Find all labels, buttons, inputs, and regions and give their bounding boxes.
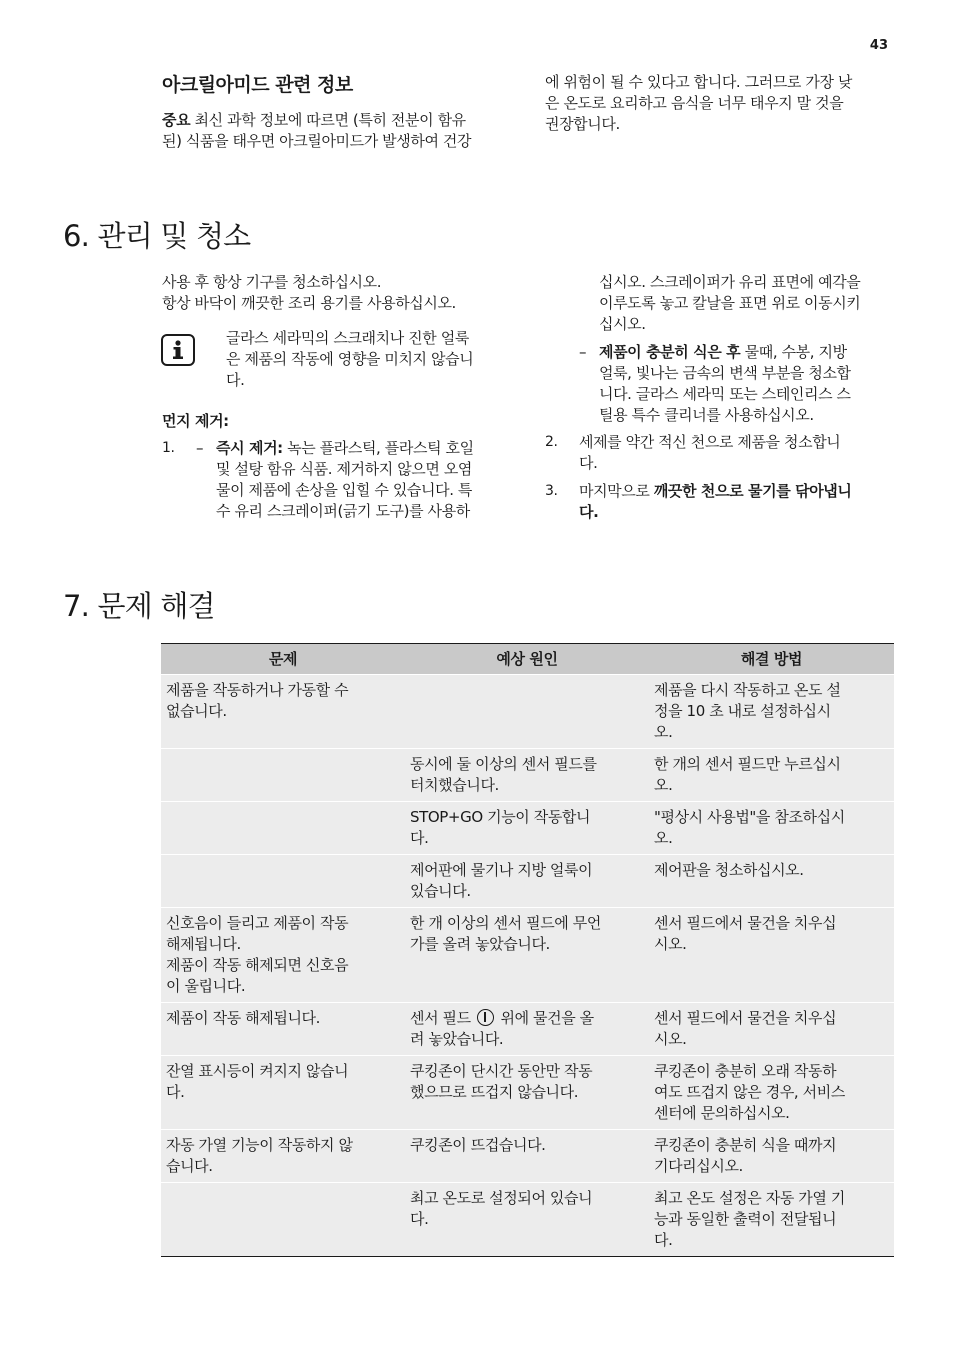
remove-immediately-label: 즉시 제거: bbox=[216, 439, 283, 457]
step-2-number: 2. bbox=[545, 434, 558, 450]
info-note: 글라스 세라믹의 스크래치나 진한 얼룩 은 제품의 작동에 영향을 미치지 않습니 다. bbox=[226, 329, 474, 389]
solution-cell: 센서 필드에서 물건을 치우십 시오. bbox=[649, 908, 894, 1003]
acrylamide-line-1: 중요 최신 과학 정보에 따르면 (특히 전분이 함유 bbox=[162, 111, 466, 129]
table-row bbox=[161, 675, 894, 749]
header-solution: 해결 방법 bbox=[649, 644, 894, 675]
cause-cell: 한 개 이상의 센서 필드에 무언 가를 올려 놓았습니다. bbox=[405, 908, 649, 1003]
cause-cell bbox=[405, 675, 649, 749]
cause-cell: 최고 온도로 설정되어 있습니 다. bbox=[405, 1183, 649, 1257]
cooled-label: 제품이 충분히 식은 후 bbox=[599, 343, 741, 361]
solution-cell: 쿠킹존이 충분히 식을 때까지 기다리십시오. bbox=[649, 1130, 894, 1183]
solution-cell: 제어판을 청소하십시오. bbox=[649, 855, 894, 908]
power-symbol-icon bbox=[477, 1009, 494, 1026]
header-problem: 문제 bbox=[161, 644, 405, 675]
table-row bbox=[161, 908, 894, 1003]
step-1-text: 즉시 제거: 녹는 플라스틱, 플라스틱 호일 및 설탕 함유 식품. 제거하지 않으면 오염 물이 제품에 손상을 입힐 수 있습니다. 특 수 유리 스크레이퍼(긁기 도구)를 사용하 bbox=[216, 439, 474, 520]
problem-cell bbox=[161, 749, 405, 802]
step-1b-dash: – bbox=[579, 343, 587, 361]
table-header-row bbox=[161, 644, 894, 675]
table-row bbox=[161, 855, 894, 908]
step-1-number: 1. bbox=[162, 440, 175, 456]
cause-cell: STOP+GO 기능이 작동합니 다. bbox=[405, 802, 649, 855]
section-7-heading: 7. 문제 해결 bbox=[63, 589, 215, 623]
cause-cell: 제어판에 물기나 지방 얼룩이 있습니다. bbox=[405, 855, 649, 908]
solution-cell: 한 개의 센서 필드만 누르십시 오. bbox=[649, 749, 894, 802]
acrylamide-heading: 아크릴아미드 관련 정보 bbox=[162, 74, 353, 96]
cause-cell: 센서 필드 위에 물건을 올 려 놓았습니다. bbox=[405, 1003, 649, 1056]
care-intro: 사용 후 항상 기구를 청소하십시오. 항상 바닥이 깨끗한 조리 용기를 사용하십시오. bbox=[162, 273, 456, 312]
solution-cell: 제품을 다시 작동하고 온도 설 정을 10 초 내로 설정하십시 오. bbox=[649, 675, 894, 749]
solution-cell: 쿠킹존이 충분히 오래 작동하 여도 뜨겁지 않은 경우, 서비스 센터에 문의하십시오. bbox=[649, 1056, 894, 1130]
dirt-removal-heading: 먼지 제거: bbox=[162, 412, 229, 430]
step-2-text: 세제를 약간 적신 천으로 제품을 청소합니 다. bbox=[579, 433, 841, 472]
table-row bbox=[161, 802, 894, 855]
step-1-continued: 십시오. 스크레이퍼가 유리 표면에 예각을 이루도록 놓고 칼날을 표면 위로 이동시키 십시오. bbox=[599, 273, 861, 333]
table-row bbox=[161, 749, 894, 802]
problem-cell: 자동 가열 기능이 작동하지 않 습니다. bbox=[161, 1130, 405, 1183]
solution-cell: 센서 필드에서 물건을 치우십 시오. bbox=[649, 1003, 894, 1056]
step-3-text: 마지막으로 깨끗한 천으로 물기를 닦아냅니 다. bbox=[579, 482, 852, 521]
acrylamide-left-text bbox=[162, 110, 522, 152]
problem-cell: 제품이 작동 해제됩니다. bbox=[161, 1003, 405, 1056]
problem-cell bbox=[161, 802, 405, 855]
problem-cell bbox=[161, 1183, 405, 1257]
problem-cell: 제품을 작동하거나 가동할 수 없습니다. bbox=[161, 675, 405, 749]
header-cause: 예상 원인 bbox=[405, 644, 649, 675]
table-row bbox=[161, 1056, 894, 1130]
cause-cell: 동시에 둘 이상의 센서 필드를 터치했습니다. bbox=[405, 749, 649, 802]
solution-cell: "평상시 사용법"을 참조하십시 오. bbox=[649, 802, 894, 855]
step-3-number: 3. bbox=[545, 483, 558, 499]
acrylamide-line-2: 된) 식품을 태우면 아크릴아미드가 발생하여 건강 bbox=[162, 132, 472, 150]
acrylamide-right-text: 에 위험이 될 수 있다고 합니다. 그러므로 가장 낮 은 온도로 요리하고 음식을 너무 태우지 말 것을 권장합니다. bbox=[545, 73, 853, 133]
problem-cell: 신호음이 들리고 제품이 작동 해제됩니다. 제품이 작동 해제되면 신호음 이 울립니다. bbox=[161, 908, 405, 1003]
info-icon bbox=[161, 334, 195, 366]
important-label: 중요 bbox=[162, 111, 191, 129]
table-row bbox=[161, 1130, 894, 1183]
page-number: 43 bbox=[869, 38, 888, 53]
section-6-heading: 6. 관리 및 청소 bbox=[63, 219, 251, 253]
step-1-dash: – bbox=[196, 439, 204, 457]
cause-cell: 쿠킹존이 뜨겁습니다. bbox=[405, 1130, 649, 1183]
troubleshooting-table bbox=[161, 643, 894, 1257]
table-row bbox=[161, 1003, 894, 1056]
problem-cell: 잔열 표시등이 켜지지 않습니 다. bbox=[161, 1056, 405, 1130]
table-row bbox=[161, 1183, 894, 1257]
solution-cell: 최고 온도 설정은 자동 가열 기 능과 동일한 출력이 전달됩니 다. bbox=[649, 1183, 894, 1257]
cause-cell: 쿠킹존이 단시간 동안만 작동 했으므로 뜨겁지 않습니다. bbox=[405, 1056, 649, 1130]
step-1b-text: 제품이 충분히 식은 후 물때, 수봉, 지방 얼룩, 빛나는 금속의 변색 부분을 청소합 니다. 글라스 세라믹 또는 스테인리스 스 틸용 특수 클리너를 사용하십시오. bbox=[599, 343, 851, 424]
problem-cell bbox=[161, 855, 405, 908]
